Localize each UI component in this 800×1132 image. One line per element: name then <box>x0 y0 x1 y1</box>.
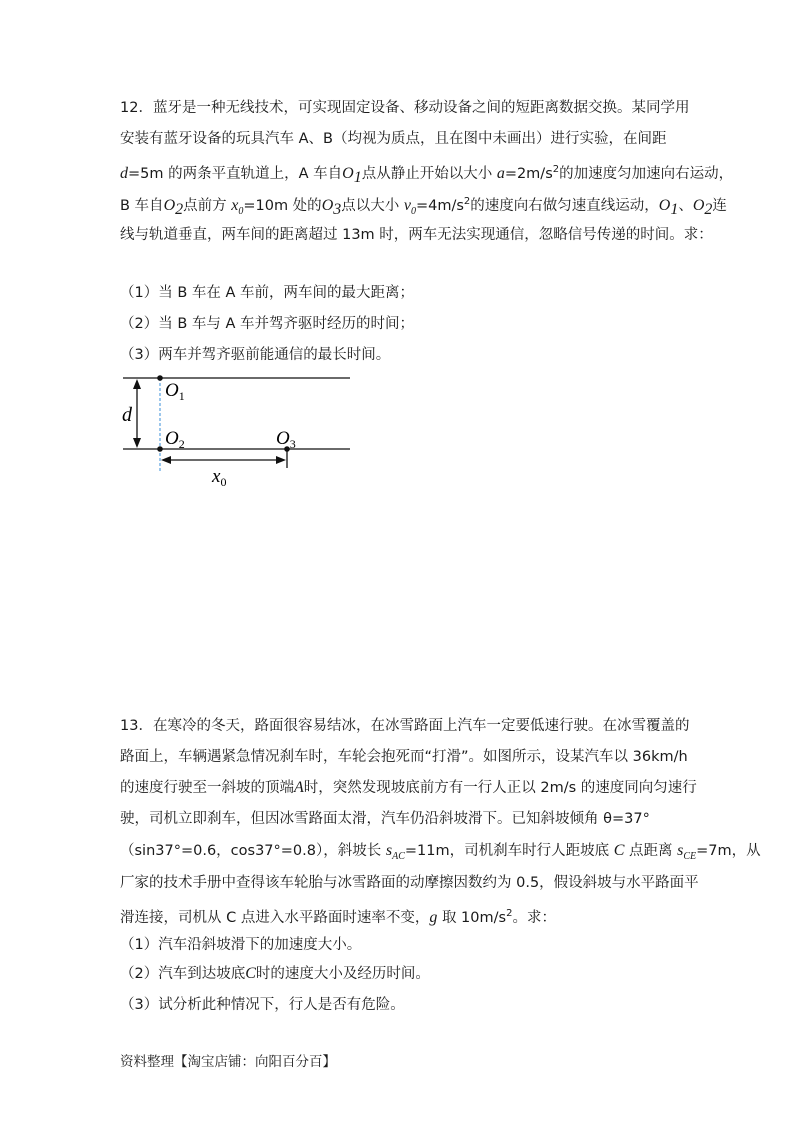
q12-line-4-d: 点以大小 <box>341 197 400 214</box>
q12-line-3-b: 点从静止开始以大小 <box>361 165 493 182</box>
var-O1: $O_1$ <box>658 196 679 219</box>
q12-line-4-f: 的速度向右做匀速直线运动， <box>470 197 659 214</box>
exponent-2: 2 <box>552 164 560 175</box>
footer-credit: 资料整理【淘宝店铺：向阳百分百】 <box>120 1054 336 1070</box>
q12-line-1: 12．蓝牙是一种无线技术，可实现固定设备、移动设备之间的短距离数据交换。某同学用 <box>120 100 690 116</box>
q12-line-3-a: =5m 的两条平直轨道上，A 车自 <box>128 165 343 182</box>
var-O3: $O_3$ <box>321 196 342 219</box>
q13-line-3-b: 时，突然发现坡底前方有一行人正以 2m/s 的速度同向匀速行 <box>303 780 697 796</box>
var-g: g <box>429 908 438 926</box>
var-v0: $v_0$ <box>403 196 416 218</box>
q13-line-5-c: 点距离 <box>629 843 673 859</box>
var-O2: $O_2$ <box>163 196 184 219</box>
q13-line-6: 厂家的技术手册中查得该车轮胎与冰雪路面的动摩擦因数约为 0.5，假设斜坡与水平路面平 <box>120 875 699 891</box>
q13-sub-2: （2）汽车到达坡底C时的速度大小及经历时间。 <box>120 965 430 982</box>
q13-line-5-b: =11m，司机刹车时行人距坡底 <box>404 843 610 859</box>
q13-sub-3: （3）试分析此种情况下，行人是否有危险。 <box>120 997 405 1013</box>
label-o3: $O_3$ <box>276 428 296 451</box>
var-x0: $x_0$ <box>231 196 244 218</box>
label-o2: $O_2$ <box>165 428 185 451</box>
var-a: a <box>496 164 505 182</box>
q13-line-7-a: 滑连接，司机从 C 点进入水平路面时速率不变， <box>120 909 430 926</box>
var-O2: $O_2$ <box>692 196 713 219</box>
q12-line-4-b: 点前方 <box>183 197 227 214</box>
q13-line-4: 驶，司机立即刹车，但因冰雪路面太滑，汽车仍沿斜坡滑下。已知斜坡倾角 θ=37° <box>120 811 650 827</box>
q13-line-5 <box>120 841 761 867</box>
q12-sub-1: （1）当 B 车在 A 车前，两车间的最大距离； <box>120 285 415 301</box>
q13-line-7-b: 取 10m/s <box>441 909 507 926</box>
q12-line-4-g: 、 <box>678 197 693 214</box>
q13-line-7-c: 。求： <box>512 909 556 926</box>
exponent-2: 2 <box>463 196 471 207</box>
q12-line-2: 安装有蓝牙设备的玩具汽车 A、B（均视为质点，且在图中未画出）进行实验，在间距 <box>120 131 667 147</box>
q12-line-5: 线与轨道垂直，两车间的距离超过 13m 时，两车无法实现通信，忽略信号传递的时间。求： <box>120 227 713 243</box>
q13-line-3-a: 的速度行驶至一斜坡的顶端 <box>120 780 294 796</box>
var-A: A <box>294 779 304 796</box>
var-O1: $O_1$ <box>342 164 362 187</box>
var-s-AC: $s_{AC}$ <box>385 842 405 863</box>
q12-line-4-c: =10m 处的 <box>243 197 322 214</box>
q12-sub-3: （3）两车并驾齐驱前能通信的最长时间。 <box>120 347 391 363</box>
q13-line-5-a: （sin37°=0.6，cos37°=0.8），斜坡长 <box>120 843 382 859</box>
q12-line-3-c: =2m/s <box>504 165 553 182</box>
q12-line-4-a: B 车自 <box>120 197 164 214</box>
var-C: C <box>613 842 625 859</box>
x0-arrow-head-left <box>161 456 171 464</box>
label-x0: $x_0$ <box>212 466 227 489</box>
q13-line-7 <box>120 904 556 928</box>
point-o2 <box>157 446 163 452</box>
exponent-2: 2 <box>506 908 513 919</box>
q12-line-4-h: 连 <box>712 197 727 214</box>
q13-line-3 <box>120 778 697 798</box>
q12-sub-2: （2）当 B 车与 A 车并驾齐驱时经历的时间； <box>120 316 415 332</box>
point-o1 <box>157 375 163 381</box>
d-arrow-head-down <box>133 438 141 448</box>
d-arrow-head-up <box>133 379 141 389</box>
var-C: C <box>245 965 256 982</box>
var-s-CE: $s_{CE}$ <box>677 842 697 863</box>
var-d: d <box>120 164 128 182</box>
x0-arrow-head-right <box>276 456 286 464</box>
q12-line-4-e: =4m/s <box>415 197 464 214</box>
q13-line-1: 13．在寒冷的冬天，路面很容易结冰，在冰雪路面上汽车一定要低速行驶。在冰雪覆盖的 <box>120 718 690 734</box>
q12-line-3-d: 的加速度匀加速向右运动， <box>559 165 734 182</box>
q13-sub-1: （1）汽车沿斜坡滑下的加速度大小。 <box>120 937 362 953</box>
q13-line-2: 路面上，车辆遇紧急情况刹车时，车轮会抱死而“打滑”。如图所示，设某汽车以 36km/h <box>120 749 688 765</box>
q13-line-5-d: =7m，从 <box>696 843 761 859</box>
label-o1: $O_1$ <box>165 380 185 403</box>
label-d: d <box>122 404 132 426</box>
